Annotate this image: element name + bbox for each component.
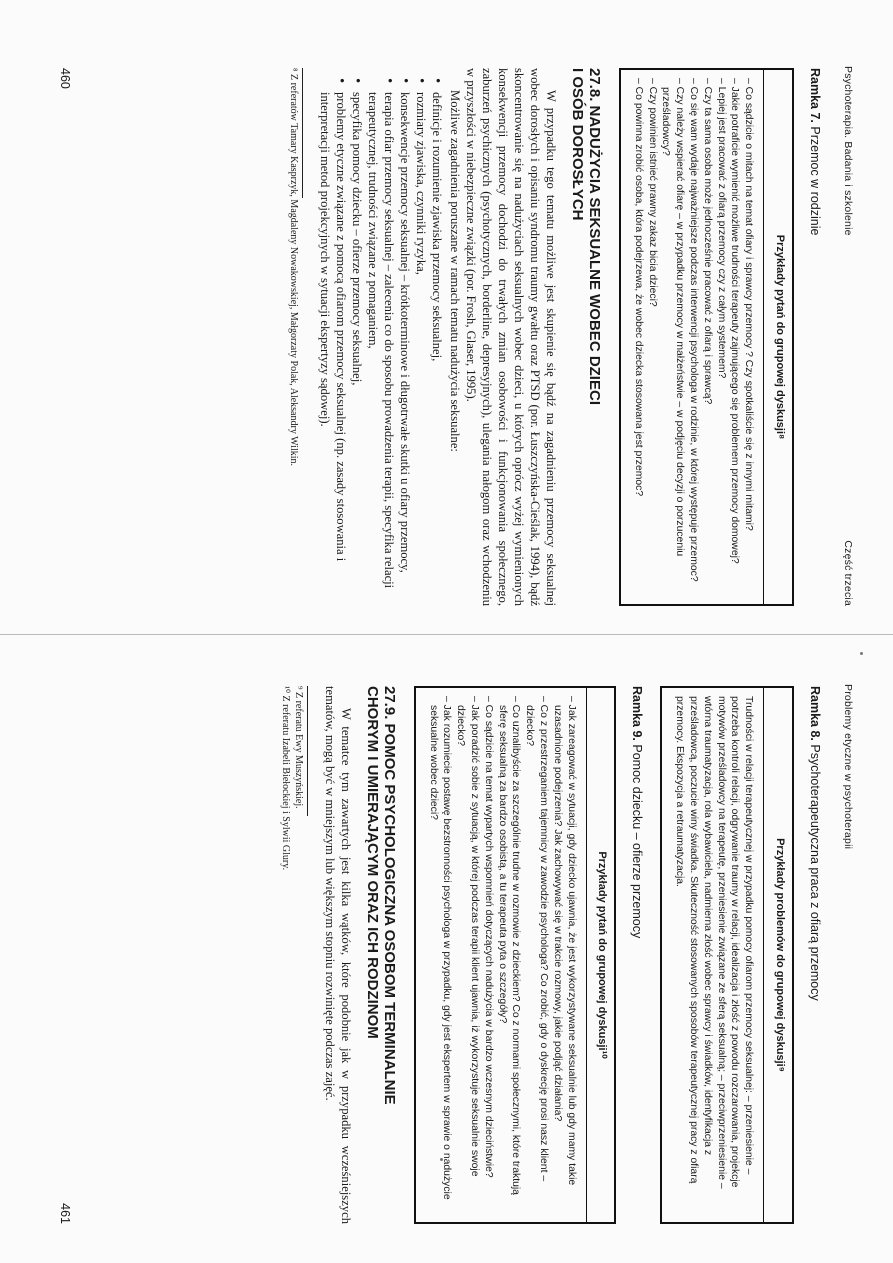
box-heading: Przykłady pytań do grupowej dyskusji⁸ (763, 70, 786, 604)
list-item: • problemy etyczne związane z pomocą ofiarom przemocy seksualnej (np. zasady stosowania i interpretacji metod projekcyjnych w sytuacji ekspertyzy sądowej). (317, 80, 349, 606)
list-item: • terapia ofiar przemocy seksualnej – zalecenia co do sposobu prowadzenia terapii, specyfika relacji terapeutycznej, trudności związane z pomaganiem, (365, 80, 397, 606)
list-item: – Jakie potraficie wymienić możliwe trudności terapeuty zajmującego się problemem przemocy domowej? (729, 78, 741, 564)
running-head-right: Część trzecia (842, 540, 854, 606)
list-item: – Czy powinien istnieć prawny zakaz bicia dzieci? (646, 78, 658, 307)
list-item: • konsekwencje przemocy seksualnej – krótkoterminowe i długotrwałe skutki u ofiary przemocy, (397, 80, 413, 606)
discussion-box-7 (619, 68, 794, 606)
ramka-label: Ramka 7. (808, 68, 822, 123)
list-item: – Jak rozumiecie postawę bezstronności psychologa w przypadku, gdy jest ekspertem w sprawie o nadużycie seksualne wobec dzieci? (427, 696, 453, 1200)
page-461 (54, 674, 862, 1234)
box-heading: Przykłady problemów do grupowej dyskusji⁹ (763, 688, 786, 1222)
box-text: Trudności w relacji terapeutycznej w przypadku pomocy ofiarom przemocy seksualnej: – przeniesienie – potrzeba kontroli relacji, odgrywanie traumy w relacji, idealizacja i złość z powodu rozczarowania, projekcje motywów prześladowcy na terapeutę, przeniesienie związane ze sferą seksualną; – przeciwprzeniesienie – wtórna traumatyzacja, rola wybawiciela, nadmierna złość wobec sprawcy i świadków, identyfikacja z prześladowcą, poczucie winy świadka. Skuteczność stosowanych sposobów terapeutycznej pracy z ofiarą przemocy. Ekspozycja a retraumatyzacja. (674, 696, 755, 1189)
list-item: • specyfika pomocy dziecku – ofierze przemocy seksualnej, (349, 80, 365, 606)
running-head-left: Problemy etyczne w psychoterapii (842, 684, 854, 850)
footnote: ⁸ Z referatów Tamary Kasprzyk, Magdaleny Nowakowskiej, Małgorzaty Polak, Aleksandry Wilkin. (288, 68, 300, 467)
body-paragraph: W przypadku tego tematu możliwe jest skupienie się bądź na zagadnieniu przemocy seksualnej wobec dorosłych i opisaniu syndromu traumy gwałtu oraz PTSD (por. Łuszczyńska-Cieślak, 1994), bądź skoncentrowanie się na nadużyciach seksualnych wobec dzieci, u których oprócz wyżej wymienionych konsekwencji przemocy dochodzi do trwałych zmian osobowości i funkcjonowania społecznego, zaburzeń psychicznych (psychotycznych, borderline, depresyjnych), ulegania nałogom oraz wchodzeniu w przyszłości w niebezpieczne związki (por. Frosh, Glaser, 1995). (464, 68, 559, 606)
discussion-box-9 (414, 686, 617, 1224)
page-number: 461 (58, 1203, 72, 1224)
ramka-title-text: Przemoc w rodzinie (808, 126, 822, 236)
list-item: – Czy ta sama osoba może jednocześnie pracować z ofiarą i sprawcą? (701, 78, 713, 405)
section-heading-line: CHORYM I UMIERAJĄCYM ORAZ ICH RODZINOM (363, 686, 381, 1039)
list-item: – Jak poradzić sobie z sytuacją, w której podczas terapii klient ujawnia, iż wykorzystuje seksualnie swoje dziecko? (455, 696, 481, 1177)
scan-speck (860, 652, 863, 655)
section-heading-line: I OSÓB DOROSŁYCH (569, 68, 587, 221)
running-head (838, 684, 854, 1224)
list-item: – Czy należy wspierać ofiarę – w przypadku przemocy w małżeństwie – w podjęciu decyzji o porzuceniu prześladowcy? (660, 78, 686, 557)
ramka-title-text: Pomoc dziecku – ofierze przemocy (630, 744, 645, 939)
body-paragraph: Możliwe zagadnienia poruszane w ramach tematu nadużycia seksualne: (448, 90, 463, 452)
list-item: – Lepiej jest pracować z ofiarą przemocy czy z całym systemem? (715, 78, 727, 379)
page-content (58, 68, 832, 606)
list-item: – Jak zareagować w sytuacji, gdy dziecko ujawnia, że jest wykorzystywane seksualnie lub gdy mamy takie uzasadnione podejrzenia? Jak zachowywać się w trakcie rozmowy, jakie podjąć działania? (551, 696, 577, 1186)
list-item: – Co powinna zrobić osoba, która podejrzewa, że wobec dziecka stosowana jest przemoc? (632, 78, 644, 497)
footnote-rule (307, 686, 308, 816)
list-item: • rozmiary zjawiska, czynniki ryzyka, (413, 80, 429, 606)
question-list (426, 696, 578, 1214)
page-split-line (0, 634, 893, 635)
box-heading: Przykłady pytań do grupowej dyskusji¹⁰ (586, 688, 609, 1222)
footnote-rule (302, 68, 303, 198)
ramka-8-title (808, 686, 822, 1224)
list-item: – Co sądzicie o mitach na temat ofiary i sprawcy przemocy ? Czy spotkaliście się z innymi mitami? (743, 78, 755, 531)
page-content (58, 686, 832, 1224)
list-item: – Co uznalibyście za szczególnie trudne w rozmowie z dzieckiem? Co z normami społecznymi, które traktują sferę seksualną za bardzo osobistą, a tu terapeuta pyta o szczegóły? (496, 696, 522, 1195)
running-head (838, 66, 854, 606)
discussion-box-8 (660, 686, 794, 1224)
running-head-left: Psychoterapia. Badania i szkolenie (842, 66, 854, 236)
list-item: – Co się wam wydaje najważniejsze podczas interwencji psychologa w rodzinie, w której występuje przemoc? (688, 78, 700, 582)
body-paragraph: W tematce tym zawartych jest kilka wątków, które podobnie jak w przypadku wcześniejszych tematów, mogą być w mniejszym lub większym stopniu rozwinięte podczas zajęć. (322, 686, 353, 1224)
ramka-7-title (808, 68, 822, 606)
page-number: 460 (58, 68, 72, 89)
footnote: ⁹ Z referatu Ewy Muszyńskiej. (292, 686, 304, 809)
section-heading-27-8 (569, 68, 603, 606)
section-heading-line: 27.8. NADUŻYCIA SEKSUALNE WOBEC DZIECI (586, 68, 604, 405)
footnote: ¹⁰ Z referatu Izabeli Biełockiej i Sylwii Glury. (280, 686, 292, 871)
page-460 (54, 56, 862, 616)
ramka-title-text: Psychoterapeutyczna praca z ofiarą przemocy (808, 744, 822, 1001)
bullet-list (317, 68, 445, 606)
section-heading-line: 27.9. POMOC PSYCHOLOGICZNA OSOBOM TERMINALNIE (380, 686, 398, 1105)
ramka-label: Ramka 9. (630, 686, 645, 741)
ramka-label: Ramka 8. (808, 686, 822, 741)
question-list (631, 78, 755, 596)
list-item: – Co z przestrzeganiem tajemnicy w zawodzie psychologa? Co zrobić, gdy o dyskrecję prosi nasz klient – dziecko? (524, 696, 550, 1182)
section-heading-27-9 (364, 686, 398, 1224)
list-item: – Co sądzicie na temat wypartych wspomnień dotyczących nadużycia w bardzo wczesnym dzieciństwie? (482, 696, 494, 1178)
ramka-9-title (630, 686, 644, 1224)
list-item: • definicje i rozumienie zjawiska przemocy seksualnej, (429, 80, 445, 606)
